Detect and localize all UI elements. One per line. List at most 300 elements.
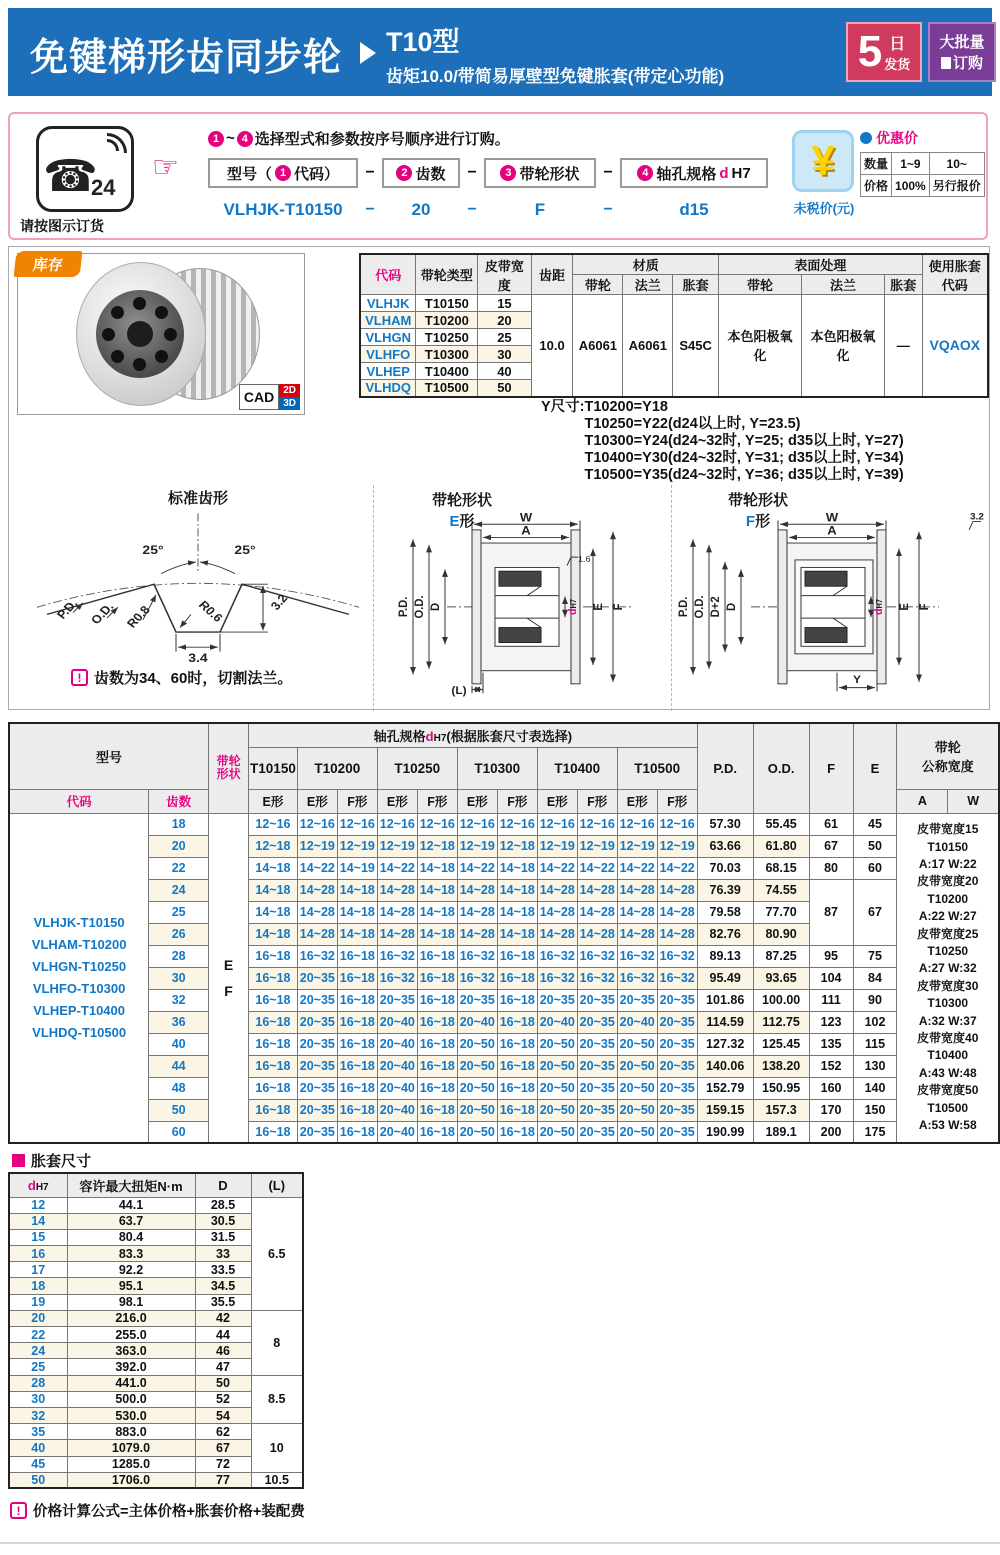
tooth-profile-drawing (23, 487, 373, 669)
belt-width-label: 皮带宽度15 (917, 822, 979, 837)
svg-text:3.2: 3.2 (267, 591, 291, 613)
f-cell: 135 (809, 1033, 853, 1055)
pd-cell: 127.32 (697, 1033, 753, 1055)
belt-width-label: 皮带宽度40 (917, 1030, 979, 1045)
surface-bushing-cell: — (884, 295, 922, 397)
belt-width-label: 皮带宽度25 (917, 926, 979, 941)
bore-range-cell: 12~16 (417, 813, 457, 835)
svg-text:25°: 25° (142, 542, 164, 557)
svg-text:E: E (591, 603, 606, 611)
od-cell: 74.55 (753, 879, 809, 901)
h-shape: 带轮 形状 (209, 723, 249, 813)
svg-text:R0.6: R0.6 (195, 598, 226, 625)
example-teeth: 20 (411, 200, 431, 219)
teeth-cell: 18 (149, 813, 209, 835)
bore-range-cell: 16~18 (417, 967, 457, 989)
bore-range-cell: 16~18 (417, 1055, 457, 1077)
e-cell: 115 (853, 1033, 897, 1055)
torque-cell: 92.2 (67, 1262, 195, 1278)
bore-range-cell: 20~35 (617, 989, 657, 1011)
belt-width-type: T10400 (927, 1048, 969, 1063)
f-cell: 61 (809, 813, 853, 835)
h-model: 型号 (9, 723, 209, 789)
teeth-box: 2 齿数 (382, 158, 460, 188)
spec-code-link[interactable]: VLHJK (360, 295, 416, 312)
bore-range-cell: 14~18 (417, 857, 457, 879)
spec-h-type: 带轮类型 (416, 254, 478, 295)
selection-row (9, 1033, 999, 1055)
material-flange-cell: A6061 (623, 295, 673, 397)
stock-badge: 库存 (14, 251, 83, 277)
belt-width-label: 皮带宽度20 (917, 874, 979, 889)
h-type: T10250 (377, 747, 457, 789)
svg-text:D+2: D+2 (708, 596, 723, 618)
bore-range-cell: 12~19 (457, 835, 497, 857)
ship-days-number: 5 (857, 27, 883, 77)
torque-cell: 1285.0 (67, 1456, 195, 1472)
bore-range-cell: 14~18 (417, 901, 457, 923)
f-shape-drawing: 带轮形状 F形 3.2 W A P.D. O.D. D+2 D dH7 E F Y (677, 487, 991, 676)
bore-range-cell: 16~18 (417, 989, 457, 1011)
d-dim-cell: 46 (195, 1343, 251, 1359)
svg-text:1.6: 1.6 (578, 554, 591, 564)
bore-range-cell: 20~35 (657, 1011, 697, 1033)
selection-row (9, 945, 999, 967)
bore-range-cell: 14~28 (617, 879, 657, 901)
y-note-line: T10200=Y18 (584, 399, 668, 415)
price-2: 另行报价 (929, 175, 984, 197)
bore-dia-cell: 18 (9, 1278, 67, 1294)
divider (0, 1542, 1000, 1544)
h-type: T10200 (297, 747, 377, 789)
h-dia: D (195, 1173, 251, 1197)
od-cell: 80.90 (753, 923, 809, 945)
bore-range-cell: 16~18 (249, 1099, 298, 1121)
spec-code-link[interactable]: VLHEP (360, 363, 416, 380)
spec-h-pitch: 齿距 (531, 254, 573, 295)
d-dim-cell: 47 (195, 1359, 251, 1375)
bore-range-cell: 16~32 (577, 967, 617, 989)
bore-range-cell: 16~18 (417, 1121, 457, 1143)
bushing-row (9, 1424, 303, 1440)
bore-range-cell: 16~18 (337, 1033, 377, 1055)
shape-letters (209, 813, 249, 1143)
bore-dia-cell: 50 (9, 1472, 67, 1488)
d-dim-cell: 72 (195, 1456, 251, 1472)
e-shape-drawing: 带轮形状 E形 W A P.D. O.D. D dH7 E F 1.6 (L) (381, 487, 671, 676)
d-dim-cell: 62 (195, 1424, 251, 1440)
bore-range-cell: 16~18 (249, 1055, 298, 1077)
bore-dia-cell: 17 (9, 1262, 67, 1278)
selection-row (9, 967, 999, 989)
bore-dia-cell: 16 (9, 1246, 67, 1262)
dash: − (467, 164, 477, 181)
spec-belt-width-cell: 30 (478, 346, 531, 363)
model-code-link[interactable]: VLHAM-T10200 (31, 936, 127, 952)
bore-range-cell: 20~50 (617, 1033, 657, 1055)
y-dimension-note: Y尺寸: T10200=Y18 T10250=Y22(d24以上时, Y=23.5) T10300=Y24(d24~32时, Y=25; d35以上时, Y=27) T10400=Y30(d24~32时, Y=31; d35以上时, Y=34) T10500=Y35(d24~32时, Y=36; d35以上时, Y=39) (541, 399, 904, 483)
selection-row (9, 835, 999, 857)
bulk-order-badge (928, 22, 996, 82)
bore-range-cell: 14~22 (617, 857, 657, 879)
bore-range-cell: 16~32 (657, 967, 697, 989)
belt-width-aw: A:17 W:22 (918, 856, 977, 871)
bore-hole (127, 321, 153, 347)
svg-text:R0.8: R0.8 (124, 603, 154, 631)
bore-range-cell: 20~35 (657, 1099, 697, 1121)
d-dim-cell: 34.5 (195, 1278, 251, 1294)
h-form: F形 (337, 789, 377, 813)
spec-h-use: 使用胀套 代码 (922, 254, 988, 295)
teeth-cell: 26 (149, 923, 209, 945)
torque-cell: 363.0 (67, 1343, 195, 1359)
bore-range-cell: 14~28 (577, 879, 617, 901)
y-note-line: T10400=Y30(d24~32时, Y=31; d35以上时, Y=34) (584, 450, 904, 466)
teeth-cell: 25 (149, 901, 209, 923)
bore-dia-cell: 12 (9, 1197, 67, 1213)
e-cell: 45 (853, 813, 897, 835)
bore-range-cell: 12~16 (577, 813, 617, 835)
od-cell: 150.95 (753, 1077, 809, 1099)
page-header (8, 8, 992, 96)
bore-range-cell: 12~16 (249, 813, 298, 835)
bore-range-cell: 16~32 (657, 945, 697, 967)
selection-row (9, 1121, 999, 1143)
od-cell: 68.15 (753, 857, 809, 879)
bore-range-cell: 16~32 (537, 945, 577, 967)
h-type: T10500 (617, 747, 697, 789)
bore-range-cell: 20~35 (297, 1011, 337, 1033)
d-dim-cell: 28.5 (195, 1197, 251, 1213)
f-cell: 111 (809, 989, 853, 1011)
belt-width-type: T10500 (927, 1100, 969, 1115)
model-code-link[interactable]: VLHGN-T10250 (32, 958, 127, 974)
h-form: F形 (417, 789, 457, 813)
h-form: E形 (297, 789, 337, 813)
selection-row (9, 1077, 999, 1099)
shape-letter: F (224, 982, 233, 999)
bore-range-cell: 14~28 (297, 901, 337, 923)
d-dim-cell: 31.5 (195, 1229, 251, 1245)
d-dim-cell: 67 (195, 1440, 251, 1456)
svg-text:O.D.: O.D. (88, 600, 117, 627)
bore-range-cell: 20~40 (377, 1055, 417, 1077)
e-cell: 50 (853, 835, 897, 857)
screw (164, 328, 177, 341)
spec-belt-width-cell: 40 (478, 363, 531, 380)
e-cell: 84 (853, 967, 897, 989)
h-od: O.D. (753, 723, 809, 813)
e-cell: 130 (853, 1055, 897, 1077)
bore-dia-cell: 14 (9, 1213, 67, 1229)
bore-range-cell: 16~18 (337, 967, 377, 989)
bore-range-cell: 14~28 (297, 923, 337, 945)
belt-width-aw: A:32 W:37 (918, 1013, 977, 1028)
bore-range-cell: 16~18 (417, 945, 457, 967)
shape-letter: E (223, 956, 234, 973)
bore-range-cell: 20~35 (577, 1077, 617, 1099)
belt-width-type: T10200 (927, 891, 969, 906)
od-cell: 138.20 (753, 1055, 809, 1077)
bore-range-cell: 20~40 (377, 1099, 417, 1121)
bore-range-cell: 20~50 (457, 1055, 497, 1077)
ship-days-unit: 日 (889, 36, 906, 53)
h-torque: 容许最大扭矩N·m (67, 1173, 195, 1197)
bore-range-cell: 20~35 (297, 989, 337, 1011)
h-w: W (948, 789, 999, 813)
bore-dia-cell: 28 (9, 1375, 67, 1391)
price-formula-note (10, 1500, 305, 1521)
order-instruction (208, 128, 510, 149)
bore-range-cell: 14~18 (497, 879, 537, 901)
bore-range-cell: 20~35 (577, 1011, 617, 1033)
bore-range-cell: 20~50 (537, 1077, 577, 1099)
bore-range-cell: 16~18 (497, 1033, 537, 1055)
order-guide-panel (8, 112, 988, 240)
od-cell: 125.45 (753, 1033, 809, 1055)
spec-belt-width-cell: 25 (478, 329, 531, 346)
svg-text:P.D.: P.D. (54, 597, 81, 622)
svg-text:P.D.: P.D. (396, 596, 411, 618)
h-bore-dia: dH7 (9, 1173, 67, 1197)
bushing-table (8, 1172, 304, 1489)
h-type: T10150 (249, 747, 298, 789)
spec-code-link[interactable]: VLHAM (360, 312, 416, 329)
warning-icon: ! (10, 1502, 27, 1519)
belt-width-label: 皮带宽度50 (917, 1083, 979, 1098)
bore-range-cell: 20~50 (537, 1099, 577, 1121)
bore-range-cell: 14~22 (537, 857, 577, 879)
page-title: 免键梯形齿同步轮 (30, 37, 343, 79)
svg-text:W: W (825, 513, 839, 525)
torque-cell: 216.0 (67, 1310, 195, 1326)
selection-row (9, 1055, 999, 1077)
bore-range-cell: 20~50 (537, 1033, 577, 1055)
torque-cell: 1079.0 (67, 1440, 195, 1456)
svg-text:3.4: 3.4 (188, 650, 208, 664)
signal-arc-icon (107, 133, 127, 153)
f-cell: 95 (809, 945, 853, 967)
bore-range-cell: 12~19 (297, 835, 337, 857)
spec-type-cell: T10200 (416, 312, 478, 329)
svg-text:D: D (724, 602, 739, 611)
svg-text:O.D.: O.D. (692, 595, 707, 619)
spec-h-bushing: 胀套 (673, 275, 719, 295)
bore-range-cell: 20~40 (617, 1011, 657, 1033)
bore-dia-cell: 25 (9, 1359, 67, 1375)
f-cell: 152 (809, 1055, 853, 1077)
bulk-order-line1: 大批量 (939, 34, 985, 51)
bore-dia-cell: 15 (9, 1229, 67, 1245)
bore-range-cell: 14~28 (617, 901, 657, 923)
bore-range-cell: 14~28 (457, 879, 497, 901)
bore-dia-cell: 45 (9, 1456, 67, 1472)
bore-range-cell: 16~18 (497, 1077, 537, 1099)
svg-text:Y: Y (852, 673, 862, 686)
bore-range-cell: 14~22 (457, 857, 497, 879)
model-code-link[interactable]: VLHFO-T10300 (32, 980, 126, 996)
bore-range-cell: 14~18 (417, 879, 457, 901)
teeth-cell: 48 (149, 1077, 209, 1099)
pd-cell: 140.06 (697, 1055, 753, 1077)
bushing-row (9, 1310, 303, 1326)
cad-3d-label: 3D (279, 397, 300, 410)
bore-range-cell: 14~22 (577, 857, 617, 879)
page-subtitle: 齿矩10.0/带简易厚壁型免键胀套(带定心功能) (386, 67, 725, 86)
step-1-icon: 1 (208, 131, 224, 147)
y-note-line: T10500=Y35(d24~32时, Y=36; d35以上时, Y=39) (584, 467, 904, 483)
h-bore-spec: 轴孔规格dH7(根据胀套尺寸表选择) (249, 723, 698, 747)
pointing-hand-icon: ☞ (152, 151, 179, 184)
discount-title: 优惠价 (876, 130, 918, 146)
svg-text:F: F (917, 603, 932, 611)
bore-range-cell: 16~18 (497, 1055, 537, 1077)
bore-range-cell: 16~18 (417, 1077, 457, 1099)
d-dim-cell: 33.5 (195, 1262, 251, 1278)
bushing-row (9, 1472, 303, 1488)
pd-cell: 57.30 (697, 813, 753, 835)
shape-title: 带轮形状 (727, 492, 788, 509)
bore-range-cell: 12~19 (337, 835, 377, 857)
teeth-cell: 44 (149, 1055, 209, 1077)
od-cell: 189.1 (753, 1121, 809, 1143)
screw (133, 297, 146, 310)
belt-width-label: 皮带宽度30 (917, 978, 979, 993)
bore-range-cell: 16~18 (249, 945, 298, 967)
belt-width-notes (897, 813, 999, 1143)
bore-range-cell: 20~40 (377, 1121, 417, 1143)
tax-caption: 未税价(元) (793, 201, 855, 216)
h-teeth: 齿数 (149, 789, 209, 813)
e-cell: 175 (853, 1121, 897, 1143)
torque-cell: 441.0 (67, 1375, 195, 1391)
bore-range-cell: 14~18 (337, 879, 377, 901)
bore-range-cell: 20~40 (377, 1011, 417, 1033)
bore-range-cell: 14~22 (657, 857, 697, 879)
bore-range-cell: 16~18 (249, 989, 298, 1011)
bore-range-cell: 20~35 (577, 1099, 617, 1121)
cad-badge[interactable] (239, 384, 300, 410)
bore-range-cell: 16~18 (417, 1011, 457, 1033)
spec-h-pulley: 带轮 (573, 275, 623, 295)
f-cell: 104 (809, 967, 853, 989)
bore-dia-cell: 20 (9, 1310, 67, 1326)
selection-row (9, 1099, 999, 1121)
bore-range-cell: 16~32 (617, 967, 657, 989)
od-cell: 61.80 (753, 835, 809, 857)
bulk-order-line2: 订购 (952, 55, 983, 72)
pd-cell: 70.03 (697, 857, 753, 879)
belt-width-type: T10150 (927, 839, 969, 854)
selection-table (8, 722, 1000, 1144)
h-l: (L) (251, 1173, 303, 1197)
part-number-builder (208, 158, 768, 188)
bore-range-cell: 20~50 (537, 1055, 577, 1077)
l-dim-cell: 10 (251, 1424, 303, 1473)
torque-cell: 1706.0 (67, 1472, 195, 1488)
bore-range-cell: 14~18 (497, 923, 537, 945)
e-cell: 75 (853, 945, 897, 967)
dash: − (603, 164, 613, 181)
od-cell: 77.70 (753, 901, 809, 923)
spec-code-link[interactable]: VLHGN (360, 329, 416, 346)
bore-range-cell: 20~50 (457, 1033, 497, 1055)
d-dim-cell: 30.5 (195, 1213, 251, 1229)
bore-range-cell: 20~50 (537, 1121, 577, 1143)
torque-cell: 98.1 (67, 1294, 195, 1310)
pd-cell: 82.76 (697, 923, 753, 945)
spec-code-link[interactable]: VLHFO (360, 346, 416, 363)
dash: − (365, 164, 375, 181)
bore-range-cell: 14~18 (417, 923, 457, 945)
bore-range-cell: 16~18 (249, 967, 298, 989)
bushing-row (9, 1197, 303, 1213)
pd-cell: 79.58 (697, 901, 753, 923)
h-type: T10300 (457, 747, 537, 789)
belt-width-type: T10300 (927, 996, 969, 1011)
y-note-line: T10300=Y24(d24~32时, Y=25; d35以上时, Y=27) (584, 433, 904, 449)
bore-range-cell: 14~28 (297, 879, 337, 901)
example-bore: d15 (679, 200, 709, 219)
material-pulley-cell: A6061 (573, 295, 623, 397)
d-dim-cell: 33 (195, 1246, 251, 1262)
bore-range-cell: 12~19 (617, 835, 657, 857)
bore-range-cell: 14~18 (497, 857, 537, 879)
spec-code-link[interactable]: VLHDQ (360, 380, 416, 397)
svg-text:25°: 25° (234, 542, 256, 557)
price-1: 100% (892, 175, 930, 197)
model-code-link[interactable]: VLHEP-T10400 (33, 1002, 125, 1018)
bore-range-cell: 16~18 (249, 1077, 298, 1099)
h-form: F形 (497, 789, 537, 813)
bore-range-cell: 14~18 (337, 923, 377, 945)
torque-cell: 83.3 (67, 1246, 195, 1262)
series-label: T10型 (386, 27, 460, 57)
spec-h-flange: 法兰 (623, 275, 673, 295)
model-code-link[interactable]: VLHDQ-T10500 (32, 1024, 127, 1040)
bore-range-cell: 16~32 (577, 945, 617, 967)
bushing-code-link[interactable]: VQAOX (922, 295, 988, 397)
surface-pulley-cell: 本色阳极氧化 (719, 295, 802, 397)
qty-range-2: 10~ (929, 153, 984, 175)
spec-belt-width-cell: 20 (478, 312, 531, 329)
bore-range-cell: 16~32 (617, 945, 657, 967)
bore-range-cell: 14~18 (249, 857, 298, 879)
bore-range-cell: 20~35 (297, 1077, 337, 1099)
bore-range-cell: 20~35 (297, 1033, 337, 1055)
bore-box: 4 轴孔规格 d H7 (620, 158, 768, 188)
example-shape: F (534, 200, 546, 219)
bore-range-cell: 14~28 (457, 901, 497, 923)
discount-table (860, 152, 985, 197)
pd-cell: 89.13 (697, 945, 753, 967)
step-4-icon: 4 (237, 131, 253, 147)
svg-text:O.D.: O.D. (412, 595, 427, 619)
spec-type-cell: T10300 (416, 346, 478, 363)
step-4-icon: 4 (637, 165, 653, 181)
bore-range-cell: 14~28 (537, 923, 577, 945)
pd-cell: 101.86 (697, 989, 753, 1011)
bore-range-cell: 14~19 (337, 857, 377, 879)
bore-range-cell: 12~19 (657, 835, 697, 857)
selection-row (9, 813, 999, 835)
bore-range-cell: 14~28 (377, 879, 417, 901)
spec-type-cell: T10500 (416, 380, 478, 397)
material-bushing-cell: S45C (673, 295, 719, 397)
h-form: E形 (457, 789, 497, 813)
model-code-link[interactable]: VLHJK-T10150 (33, 914, 125, 930)
pitch-cell: 10.0 (531, 295, 573, 397)
